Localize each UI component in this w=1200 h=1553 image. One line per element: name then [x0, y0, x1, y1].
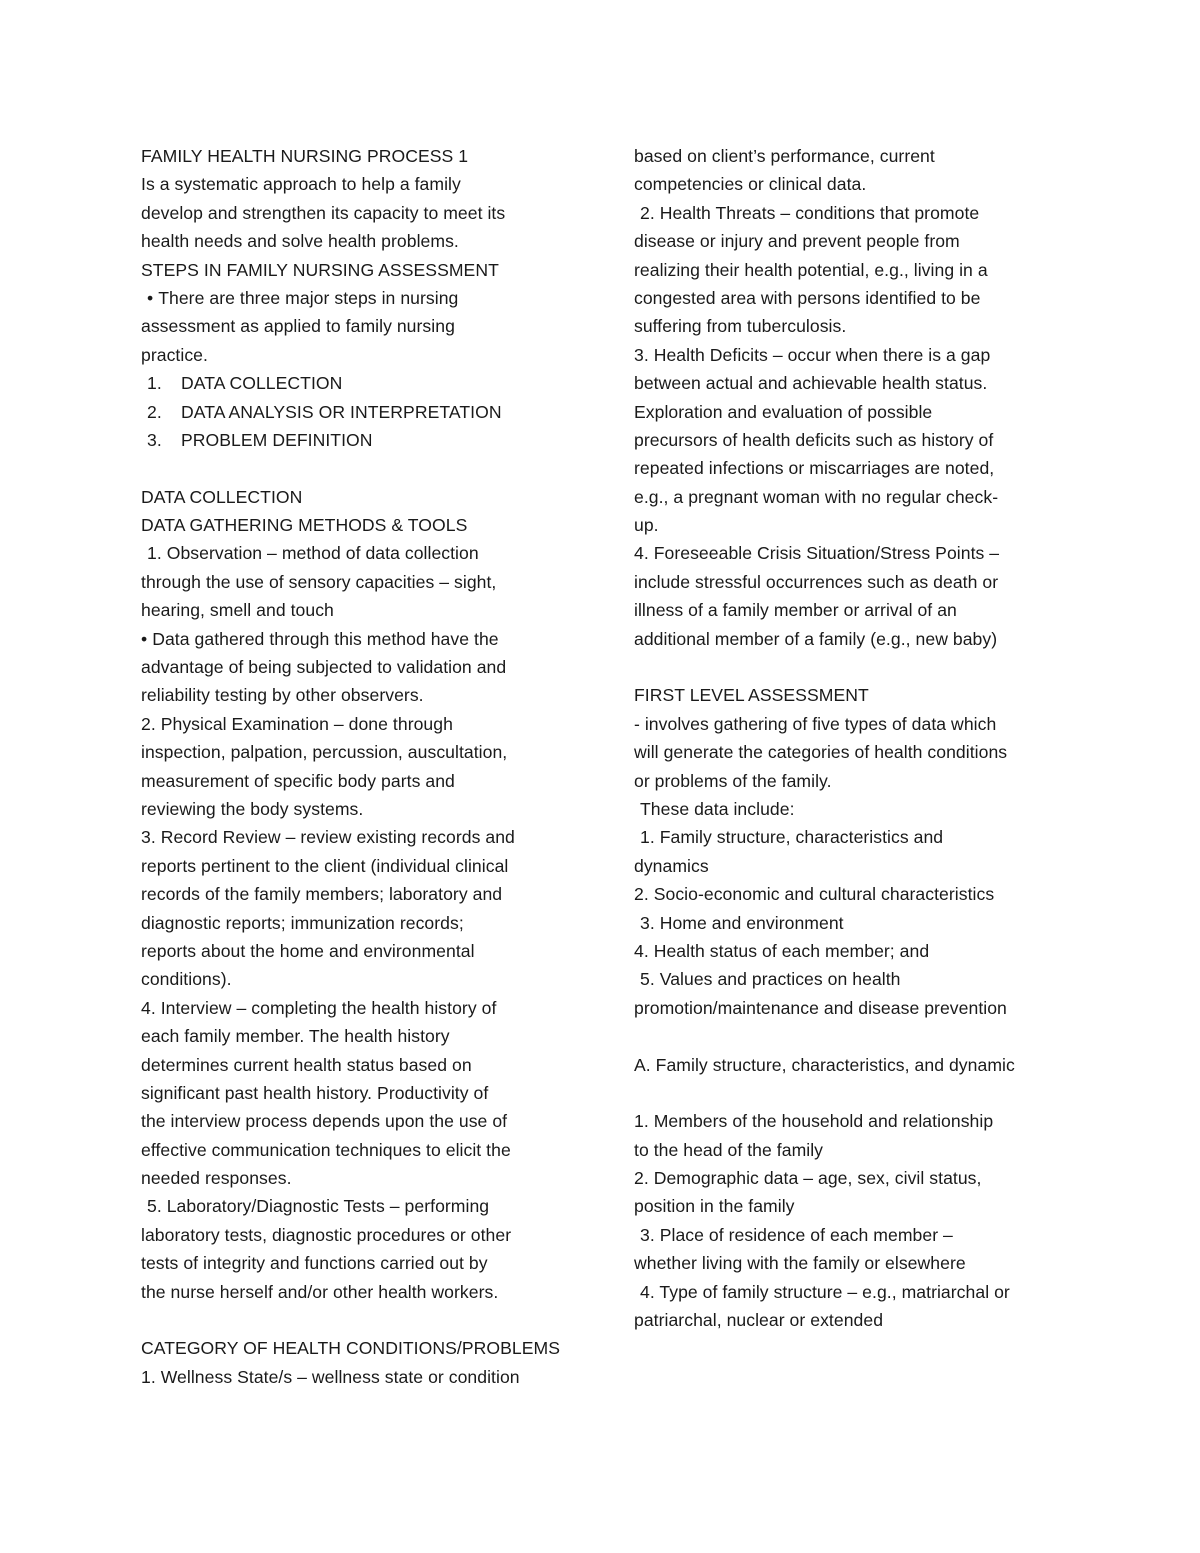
- crisis-line: include stressful occurrences such as death or: [634, 571, 999, 592]
- health-threats-line: disease or injury and prevent people from: [634, 231, 960, 252]
- category-heading: CATEGORY OF HEALTH CONDITIONS/PROBLEMS: [141, 1338, 561, 1359]
- wellness-cont-line: competencies or clinical data.: [634, 174, 867, 195]
- record-review-line: records of the family members; laboratory and: [141, 884, 503, 905]
- section-a-line: 3. Place of residence of each member –: [640, 1224, 953, 1245]
- right-column: [634, 142, 1074, 1334]
- section-a-line: 2. Demographic data – age, sex, civil status,: [634, 1168, 982, 1189]
- first-level-intro-line: - involves gathering of five types of data which: [634, 713, 997, 734]
- steps-bullet-line: practice.: [141, 344, 208, 365]
- observation-line: through the use of sensory capacities – sight,: [141, 571, 497, 592]
- crisis-line: 4. Foreseeable Crisis Situation/Stress Points –: [634, 543, 1000, 564]
- record-review-line: 3. Record Review – review existing records and: [141, 827, 515, 848]
- bullet-icon: [147, 288, 158, 308]
- data-type-line: dynamics: [634, 855, 709, 876]
- data-type-line: 4. Health status of each member; and: [634, 940, 930, 961]
- section-a-line: patriarchal, nuclear or extended: [634, 1310, 884, 1331]
- health-threats-line: congested area with persons identified to be: [634, 287, 981, 308]
- left-column: [141, 142, 581, 1391]
- first-level-intro-line: will generate the categories of health conditions: [634, 742, 1008, 763]
- wellness-cont-line: based on client’s performance, current: [634, 146, 935, 166]
- section-a-line: to the head of the family: [634, 1139, 824, 1160]
- health-deficits-line: e.g., a pregnant woman with no regular check-: [634, 486, 999, 507]
- steps-bullet-line: assessment as applied to family nursing: [141, 316, 455, 337]
- data-type-line: 2. Socio-economic and cultural characteristics: [634, 884, 995, 905]
- data-type-line: 3. Home and environment: [640, 912, 844, 933]
- data-collection-heading: DATA COLLECTION: [141, 486, 303, 507]
- lab-tests-line: the nurse herself and/or other health workers.: [141, 1281, 499, 1302]
- first-level-heading: FIRST LEVEL ASSESSMENT: [634, 685, 869, 706]
- lab-tests-line: 5. Laboratory/Diagnostic Tests – performing: [147, 1196, 490, 1217]
- methods-heading: DATA GATHERING METHODS & TOOLS: [141, 515, 468, 536]
- section-a-heading: A. Family structure, characteristics, and dynamic: [634, 1054, 1015, 1075]
- interview-line: significant past health history. Productivity of: [141, 1082, 489, 1103]
- section-a-line: whether living with the family or elsewhere: [634, 1253, 966, 1274]
- record-review-line: reports pertinent to the client (individual clinical: [141, 855, 509, 876]
- data-type-line: 1. Family structure, characteristics and: [640, 827, 944, 848]
- health-deficits-line: precursors of health deficits such as history of: [634, 429, 994, 450]
- steps-heading: STEPS IN FAMILY NURSING ASSESSMENT: [141, 259, 499, 280]
- health-deficits-line: up.: [634, 515, 659, 536]
- interview-line: 4. Interview – completing the health history of: [141, 997, 497, 1018]
- interview-line: needed responses.: [141, 1168, 292, 1189]
- record-review-line: diagnostic reports; immunization records;: [141, 912, 464, 933]
- observation-line: 1. Observation – method of data collection: [147, 543, 479, 564]
- data-type-line: 5. Values and practices on health: [640, 969, 901, 990]
- step-item: 3. PROBLEM DEFINITION: [147, 429, 373, 450]
- bullet-icon: [141, 629, 152, 649]
- interview-line: the interview process depends upon the use of: [141, 1111, 508, 1132]
- interview-line: effective communication techniques to elicit the: [141, 1139, 511, 1160]
- intro-line: health needs and solve health problems.: [141, 231, 459, 252]
- interview-line: determines current health status based on: [141, 1054, 472, 1075]
- health-deficits-line: Exploration and evaluation of possible: [634, 401, 933, 422]
- step-item: 1. DATA COLLECTION: [147, 373, 343, 394]
- first-level-intro-line: or problems of the family.: [634, 770, 832, 791]
- physical-exam-line: reviewing the body systems.: [141, 798, 364, 819]
- health-threats-line: suffering from tuberculosis.: [634, 316, 847, 337]
- physical-exam-line: measurement of specific body parts and: [141, 770, 455, 791]
- observation-bullet-line: reliability testing by other observers.: [141, 685, 424, 706]
- record-review-line: reports about the home and environmental: [141, 940, 475, 961]
- crisis-line: illness of a family member or arrival of an: [634, 600, 957, 621]
- observation-bullet-line: • Data gathered through this method have the: [141, 625, 581, 653]
- health-threats-line: 2. Health Threats – conditions that promote: [640, 202, 980, 223]
- intro-line: develop and strengthen its capacity to meet its: [141, 202, 506, 223]
- section-a-line: position in the family: [634, 1196, 795, 1217]
- health-deficits-line: repeated infections or miscarriages are noted,: [634, 458, 995, 479]
- health-threats-line: realizing their health potential, e.g., living in a: [634, 259, 988, 280]
- health-deficits-line: 3. Health Deficits – occur when there is a gap: [634, 344, 991, 365]
- intro-line: Is a systematic approach to help a family: [141, 174, 461, 195]
- crisis-line: additional member of a family (e.g., new baby): [634, 628, 998, 649]
- step-item: 2. DATA ANALYSIS OR INTERPRETATION: [147, 401, 502, 422]
- wellness-line: 1. Wellness State/s – wellness state or condition: [141, 1366, 520, 1387]
- section-a-line: 1. Members of the household and relationship: [634, 1111, 994, 1132]
- observation-line: hearing, smell and touch: [141, 600, 334, 621]
- physical-exam-line: inspection, palpation, percussion, auscultation,: [141, 742, 508, 763]
- document-title: FAMILY HEALTH NURSING PROCESS 1: [141, 146, 469, 166]
- physical-exam-line: 2. Physical Examination – done through: [141, 713, 453, 734]
- section-a-line: 4. Type of family structure – e.g., matriarchal or: [640, 1281, 1010, 1302]
- these-data-line: These data include:: [640, 798, 795, 819]
- data-type-line: promotion/maintenance and disease prevention: [634, 997, 1007, 1018]
- steps-bullet-line: • There are three major steps in nursing: [141, 284, 581, 312]
- lab-tests-line: tests of integrity and functions carried out by: [141, 1253, 488, 1274]
- record-review-line: conditions).: [141, 969, 232, 990]
- observation-bullet-line: advantage of being subjected to validation and: [141, 657, 507, 678]
- lab-tests-line: laboratory tests, diagnostic procedures or other: [141, 1224, 512, 1245]
- health-deficits-line: between actual and achievable health status.: [634, 373, 988, 394]
- interview-line: each family member. The health history: [141, 1026, 450, 1047]
